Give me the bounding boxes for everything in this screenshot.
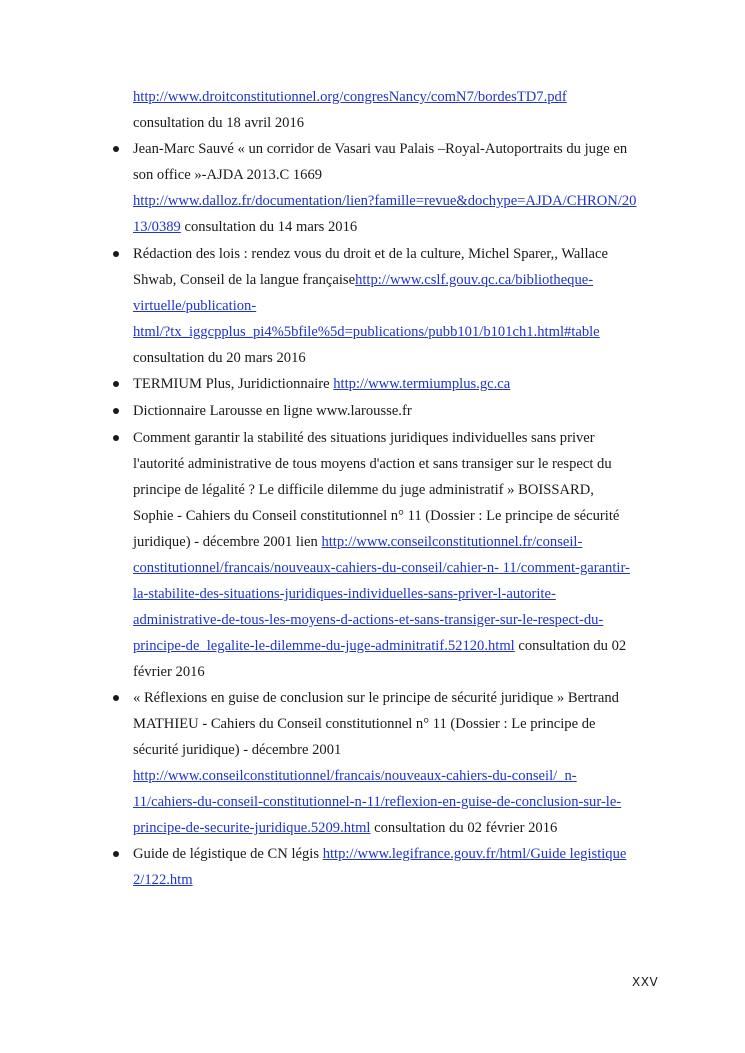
ref-consultation-date: février 2016	[133, 664, 205, 680]
bullet-icon	[112, 140, 120, 148]
bullet-icon	[112, 375, 120, 383]
ref-line	[133, 819, 557, 837]
ref-link[interactable]: http://www.legifrance.gouv.fr/html/Guide legistique	[322, 846, 627, 862]
ref-text: juridique) - décembre 2001 lien	[133, 534, 322, 550]
ref-consultation-date: consultation du 20 mars 2016	[133, 350, 306, 366]
ref-text: Rédaction des lois : rendez vous du droit et de la culture, Michel Sparer,, Wallace	[133, 246, 608, 262]
ref-text: son office »-AJDA 2013.C 1669	[133, 167, 323, 183]
ref-link[interactable]: http://www.cslf.gouv.qc.ca/bibliotheque-	[355, 272, 594, 288]
ref-line	[133, 375, 510, 393]
ref-text: sécurité juridique) - décembre 2001	[133, 742, 342, 758]
ref-link[interactable]: http://www.termiumplus.gc.ca	[333, 376, 511, 392]
ref-text: Comment garantir la stabilité des situations juridiques individuelles sans priver	[133, 430, 595, 446]
ref-link[interactable]: http://www.droitconstitutionnel.org/congresNancy/comN7/bordesTD7.pdf	[133, 89, 567, 105]
bullet-icon	[112, 402, 120, 410]
bullet-icon	[112, 845, 120, 853]
ref-line	[133, 271, 593, 289]
bullet-icon	[112, 245, 120, 253]
ref-text: Dictionnaire Larousse en ligne www.larousse.fr	[133, 403, 412, 419]
ref-link[interactable]: la-stabilite-des-situations-juridiques-individuelles-sans-priver-l-autorite-	[133, 586, 556, 602]
ref-link[interactable]: http://www.conseilconstitutionnel.fr/conseil-	[321, 534, 583, 550]
ref-link[interactable]: principe-de_legalite-le-dilemme-du-juge-adminitratif.52120.html	[133, 638, 515, 654]
ref-line	[133, 533, 582, 551]
ref-text: Jean-Marc Sauvé « un corridor de Vasari vau Palais –Royal-Autoportraits du juge en	[133, 141, 628, 157]
ref-text: MATHIEU - Cahiers du Conseil constitutionnel n° 11 (Dossier : Le principe de	[133, 716, 596, 732]
ref-consultation-date: consultation du 02	[514, 638, 627, 654]
ref-link[interactable]: 2/122.htm	[133, 872, 193, 888]
ref-link[interactable]: http://www.dalloz.fr/documentation/lien?famille=revue&dochype=AJDA/CHRON/20	[133, 193, 637, 209]
ref-text: l'autorité administrative de tous moyens d'action et sans transiger sur le respect du	[133, 456, 612, 472]
ref-text: Guide de légistique de CN légis	[133, 846, 323, 862]
bullet-icon	[112, 689, 120, 697]
ref-line	[133, 845, 626, 863]
ref-link[interactable]: virtuelle/publication-	[133, 298, 257, 314]
ref-text: Sophie - Cahiers du Conseil constitutionnel n° 11 (Dossier : Le principe de sécurité	[133, 508, 620, 524]
ref-line	[133, 218, 357, 236]
page-number: XXV	[632, 975, 659, 989]
ref-text: principe de légalité ? Le difficile dilemme du juge administratif » BOISSARD,	[133, 482, 594, 498]
ref-link[interactable]: http://www.conseilconstitutionnel/francais/nouveaux-cahiers-du-conseil/_n-	[133, 768, 577, 784]
ref-link[interactable]: constitutionnel/francais/nouveaux-cahiers-du-conseil/cahier-n- 11/comment-garantir-	[133, 560, 630, 576]
ref-text: Shwab, Conseil de la langue française	[133, 272, 356, 288]
ref-text: « Réflexions en guise de conclusion sur le principe de sécurité juridique » Bertrand	[133, 690, 619, 706]
ref-link[interactable]: 13/0389	[133, 219, 181, 235]
ref-link[interactable]: html/?tx_iggcpplus_pi4%5bfile%5d=publications/pubb101/b101ch1.html#table	[133, 324, 600, 340]
ref-link[interactable]: 11/cahiers-du-conseil-constitutionnel-n-11/reflexion-en-guise-de-conclusion-sur-le-	[133, 794, 622, 810]
ref-link[interactable]: principe-de-securite-juridique.5209.html	[133, 820, 371, 836]
bullet-icon	[112, 429, 120, 437]
ref-consultation-date: consultation du 02 février 2016	[370, 820, 558, 836]
ref-link[interactable]: administrative-de-tous-les-moyens-d-actions-et-sans-transiger-sur-le-respect-du-	[133, 612, 604, 628]
ref-line	[133, 637, 626, 655]
ref-consultation-date: consultation du 18 avril 2016	[133, 115, 305, 131]
ref-consultation-date: consultation du 14 mars 2016	[180, 219, 358, 235]
ref-text: TERMIUM Plus, Juridictionnaire	[133, 376, 334, 392]
